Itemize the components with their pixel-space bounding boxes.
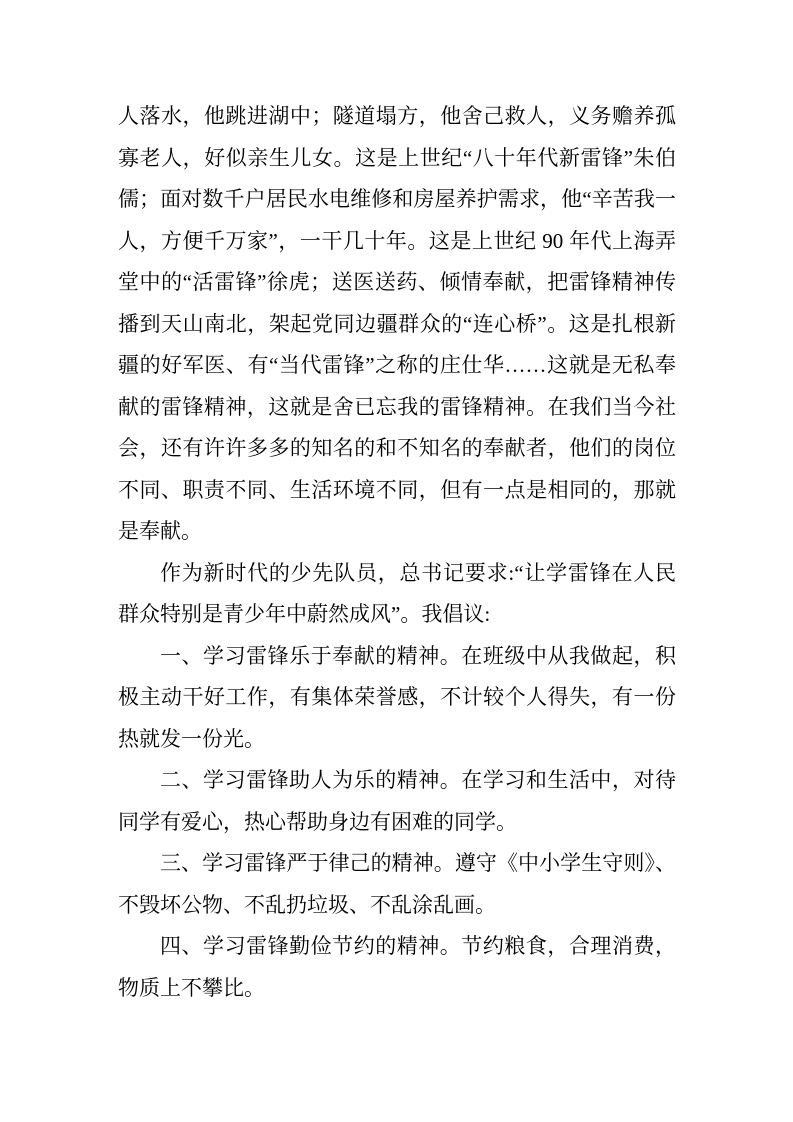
text-line: 群众特别是青少年中蔚然成风”。我倡议: — [118, 602, 491, 626]
text-line: 热就发一份光。 — [118, 726, 265, 751]
text-line: 献的雷锋精神，这就是舍已忘我的雷锋精神。在我们当今社 — [118, 394, 676, 419]
text-line: 作为新时代的少先队员，总书记要求:“让学雷锋在人民 — [160, 560, 676, 585]
text-line: 四、学习雷锋勤俭节约的精神。节约粮食，合理消费， — [160, 934, 676, 958]
text-line: 不同、职责不同、生活环境不同，但有一点是相同的，那就 — [118, 477, 676, 502]
paragraph — [118, 843, 676, 926]
text-line: 不毁坏公物、不乱扔垃圾、不乱涂乱画。 — [118, 892, 496, 917]
text-line: 疆的好军医、有“当代雷锋”之称的庄仕华……这就是无私奉 — [118, 353, 676, 377]
text-line: 儒；面对数千户居民水电维修和房屋养护需求，他“辛苦我一 — [118, 187, 676, 211]
text-line: 人，方便千万家”，一干几十年。这是上世纪 90 年代上海弄 — [118, 228, 676, 253]
paragraph — [118, 636, 676, 761]
text-line: 寡老人，好似亲生儿女。这是上世纪“八十年代新雷锋”朱伯 — [118, 145, 676, 170]
paragraph — [118, 926, 676, 1009]
paragraph — [118, 96, 676, 553]
paragraph — [118, 760, 676, 843]
text-line: 是奉献。 — [118, 519, 202, 543]
paragraph — [118, 553, 676, 636]
text-line: 二、学习雷锋助人为乐的精神。在学习和生活中，对待 — [160, 768, 676, 792]
text-line: 会，还有许许多多的知名的和不知名的奉献者，他们的岗位 — [118, 436, 676, 460]
text-line: 人落水，他跳进湖中；隧道塌方，他舍己救人，义务赡养孤 — [118, 104, 676, 128]
text-line: 一、学习雷锋乐于奉献的精神。在班级中从我做起，积 — [160, 643, 676, 668]
text-line: 物质上不攀比。 — [118, 975, 265, 1000]
document-body — [118, 96, 676, 1009]
text-line: 三、学习雷锋严于律己的精神。遵守《中小学生守则》、 — [160, 851, 676, 875]
text-line: 同学有爱心，热心帮助身边有困难的同学。 — [118, 809, 517, 834]
text-line: 堂中的“活雷锋”徐虎；送医送药、倾情奉献，把雷锋精神传 — [118, 270, 676, 294]
text-line: 极主动干好工作，有集体荣誉感，不计较个人得失，有一份 — [118, 685, 676, 709]
text-line: 播到天山南北，架起党同边疆群众的“连心桥”。这是扎根新 — [118, 311, 676, 336]
